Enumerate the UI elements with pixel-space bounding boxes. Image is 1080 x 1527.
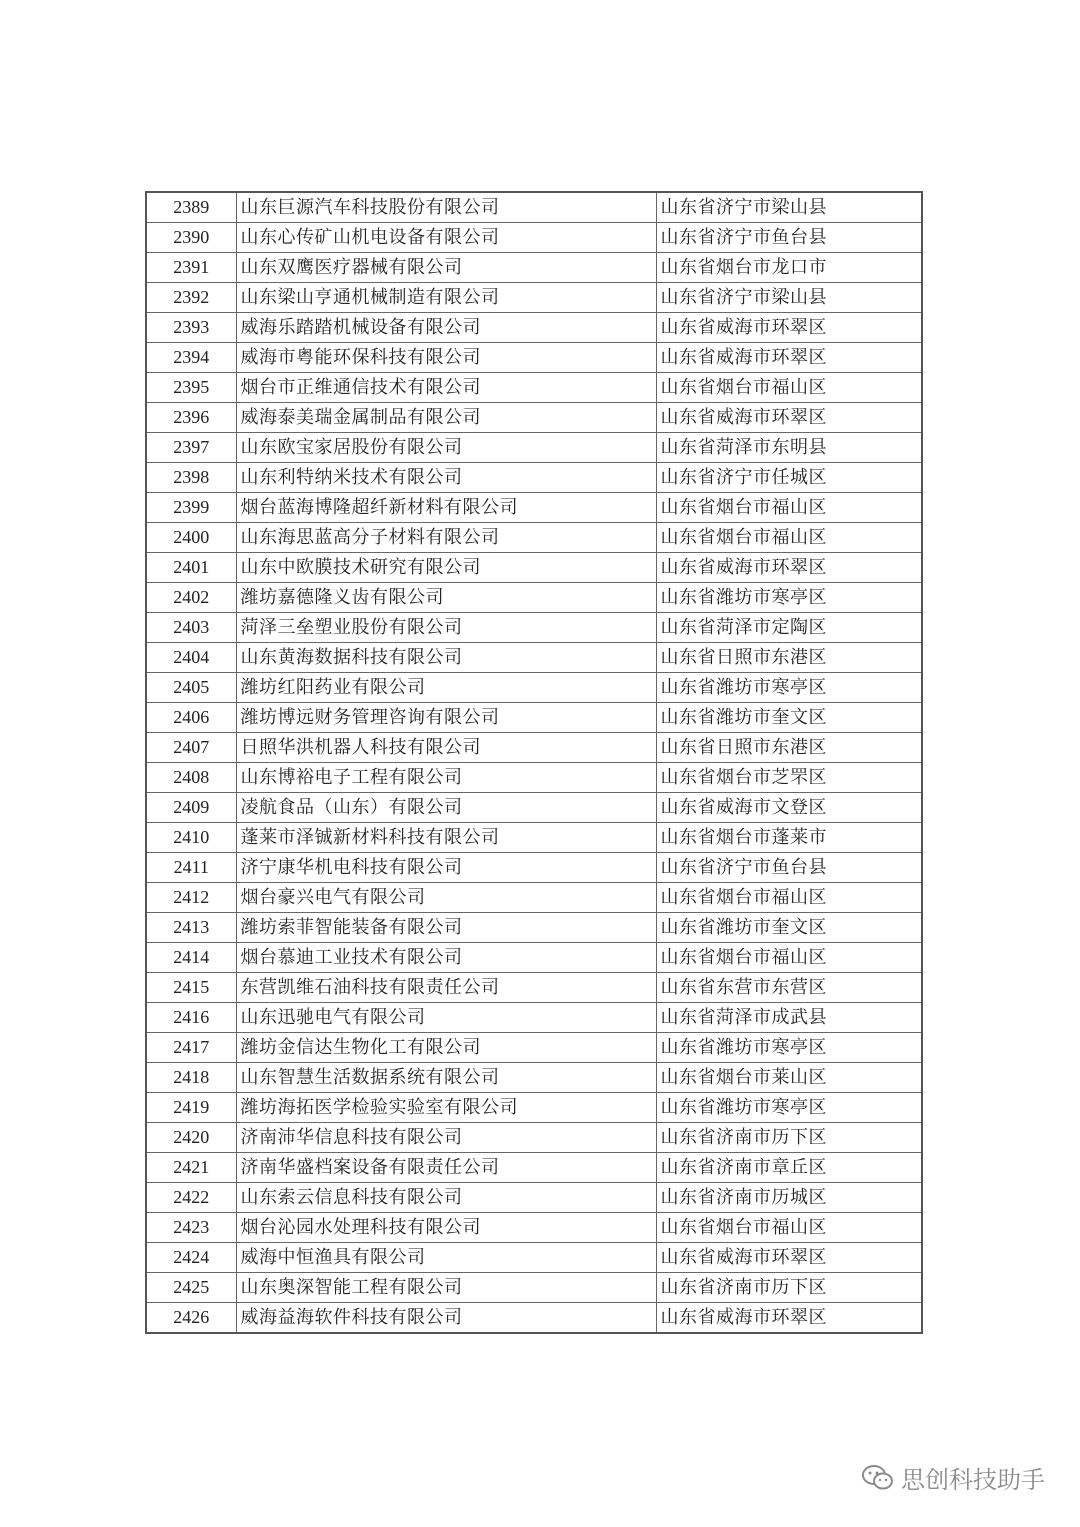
table-row — [146, 1273, 922, 1303]
row-number: 2409 — [146, 793, 236, 823]
company-name: 潍坊金信达生物化工有限公司 — [236, 1033, 656, 1063]
company-name: 烟台市正维通信技术有限公司 — [236, 373, 656, 403]
table-row — [146, 1033, 922, 1063]
company-location: 山东省烟台市福山区 — [656, 373, 922, 403]
company-location: 山东省潍坊市奎文区 — [656, 703, 922, 733]
table-row — [146, 1003, 922, 1033]
company-name: 山东奥深智能工程有限公司 — [236, 1273, 656, 1303]
company-name: 山东欧宝家居股份有限公司 — [236, 433, 656, 463]
watermark — [861, 1460, 1045, 1495]
company-location: 山东省烟台市芝罘区 — [656, 763, 922, 793]
table-row — [146, 1123, 922, 1153]
row-number: 2411 — [146, 853, 236, 883]
row-number: 2395 — [146, 373, 236, 403]
company-location: 山东省威海市环翠区 — [656, 403, 922, 433]
company-location: 山东省济南市历城区 — [656, 1183, 922, 1213]
company-location: 山东省潍坊市奎文区 — [656, 913, 922, 943]
company-location: 山东省潍坊市寒亭区 — [656, 1033, 922, 1063]
company-name: 威海乐踏踏机械设备有限公司 — [236, 313, 656, 343]
table-row — [146, 853, 922, 883]
table-row — [146, 643, 922, 673]
company-location: 山东省烟台市福山区 — [656, 883, 922, 913]
company-location: 山东省济南市历下区 — [656, 1123, 922, 1153]
company-location: 山东省威海市环翠区 — [656, 343, 922, 373]
row-number: 2413 — [146, 913, 236, 943]
company-location: 山东省威海市文登区 — [656, 793, 922, 823]
table-row — [146, 1303, 922, 1334]
company-location: 山东省济南市历下区 — [656, 1273, 922, 1303]
company-name: 山东梁山亨通机械制造有限公司 — [236, 283, 656, 313]
company-location: 山东省济宁市鱼台县 — [656, 223, 922, 253]
company-name: 山东利特纳米技术有限公司 — [236, 463, 656, 493]
watermark-text: 思创科技助手 — [901, 1466, 1045, 1494]
company-name: 山东迅驰电气有限公司 — [236, 1003, 656, 1033]
company-name: 山东博裕电子工程有限公司 — [236, 763, 656, 793]
company-name: 威海中恒渔具有限公司 — [236, 1243, 656, 1273]
company-location: 山东省潍坊市寒亭区 — [656, 583, 922, 613]
company-name: 威海泰美瑞金属制品有限公司 — [236, 403, 656, 433]
company-location: 山东省威海市环翠区 — [656, 553, 922, 583]
table-row — [146, 793, 922, 823]
row-number: 2419 — [146, 1093, 236, 1123]
row-number: 2402 — [146, 583, 236, 613]
row-number: 2412 — [146, 883, 236, 913]
table-row — [146, 553, 922, 583]
company-name: 烟台豪兴电气有限公司 — [236, 883, 656, 913]
company-location: 山东省济宁市任城区 — [656, 463, 922, 493]
company-location: 山东省烟台市福山区 — [656, 1213, 922, 1243]
table-row — [146, 493, 922, 523]
row-number: 2403 — [146, 613, 236, 643]
table-row — [146, 913, 922, 943]
company-name: 烟台沁园水处理科技有限公司 — [236, 1213, 656, 1243]
row-number: 2396 — [146, 403, 236, 433]
company-name: 山东索云信息科技有限公司 — [236, 1183, 656, 1213]
company-location: 山东省日照市东港区 — [656, 733, 922, 763]
row-number: 2394 — [146, 343, 236, 373]
row-number: 2410 — [146, 823, 236, 853]
company-name: 济宁康华机电科技有限公司 — [236, 853, 656, 883]
company-location: 山东省济宁市梁山县 — [656, 192, 922, 223]
company-location: 山东省济宁市梁山县 — [656, 283, 922, 313]
company-location: 山东省潍坊市寒亭区 — [656, 1093, 922, 1123]
row-number: 2424 — [146, 1243, 236, 1273]
row-number: 2397 — [146, 433, 236, 463]
table-row — [146, 343, 922, 373]
company-name: 蓬莱市泽铖新材料科技有限公司 — [236, 823, 656, 853]
company-location: 山东省东营市东营区 — [656, 973, 922, 1003]
table-row — [146, 1183, 922, 1213]
company-location: 山东省潍坊市寒亭区 — [656, 673, 922, 703]
row-number: 2426 — [146, 1303, 236, 1334]
company-location: 山东省烟台市蓬莱市 — [656, 823, 922, 853]
table-row — [146, 703, 922, 733]
company-name: 潍坊嘉德隆义齿有限公司 — [236, 583, 656, 613]
company-name: 山东海思蓝高分子材料有限公司 — [236, 523, 656, 553]
row-number: 2423 — [146, 1213, 236, 1243]
row-number: 2406 — [146, 703, 236, 733]
company-location: 山东省威海市环翠区 — [656, 1243, 922, 1273]
company-name: 潍坊红阳药业有限公司 — [236, 673, 656, 703]
table-row — [146, 583, 922, 613]
company-table — [145, 191, 923, 1334]
company-name: 烟台蓝海博隆超纤新材料有限公司 — [236, 493, 656, 523]
company-name: 济南沛华信息科技有限公司 — [236, 1123, 656, 1153]
wechat-icon — [861, 1463, 895, 1493]
row-number: 2405 — [146, 673, 236, 703]
company-location: 山东省菏泽市定陶区 — [656, 613, 922, 643]
table-row — [146, 943, 922, 973]
row-number: 2398 — [146, 463, 236, 493]
company-name: 威海益海软件科技有限公司 — [236, 1303, 656, 1334]
table-row — [146, 192, 922, 223]
company-name: 山东中欧膜技术研究有限公司 — [236, 553, 656, 583]
company-location: 山东省济南市章丘区 — [656, 1153, 922, 1183]
company-name: 凌航食品（山东）有限公司 — [236, 793, 656, 823]
company-name: 山东黄海数据科技有限公司 — [236, 643, 656, 673]
company-name: 菏泽三垒塑业股份有限公司 — [236, 613, 656, 643]
row-number: 2391 — [146, 253, 236, 283]
row-number: 2416 — [146, 1003, 236, 1033]
row-number: 2393 — [146, 313, 236, 343]
table-body — [146, 192, 922, 1333]
table-row — [146, 883, 922, 913]
table-row — [146, 973, 922, 1003]
company-name: 日照华洪机器人科技有限公司 — [236, 733, 656, 763]
company-location: 山东省日照市东港区 — [656, 643, 922, 673]
table-row — [146, 523, 922, 553]
row-number: 2414 — [146, 943, 236, 973]
row-number: 2407 — [146, 733, 236, 763]
row-number: 2389 — [146, 192, 236, 223]
row-number: 2425 — [146, 1273, 236, 1303]
company-name: 潍坊博远财务管理咨询有限公司 — [236, 703, 656, 733]
table-row — [146, 1063, 922, 1093]
table-row — [146, 763, 922, 793]
row-number: 2415 — [146, 973, 236, 1003]
table-row — [146, 463, 922, 493]
row-number: 2418 — [146, 1063, 236, 1093]
table-row — [146, 733, 922, 763]
table-row — [146, 373, 922, 403]
company-name: 潍坊海拓医学检验实验室有限公司 — [236, 1093, 656, 1123]
table-row — [146, 823, 922, 853]
company-location: 山东省烟台市龙口市 — [656, 253, 922, 283]
table-row — [146, 613, 922, 643]
table-row — [146, 1093, 922, 1123]
table-row — [146, 403, 922, 433]
row-number: 2417 — [146, 1033, 236, 1063]
row-number: 2390 — [146, 223, 236, 253]
company-location: 山东省菏泽市成武县 — [656, 1003, 922, 1033]
company-name: 山东心传矿山机电设备有限公司 — [236, 223, 656, 253]
company-location: 山东省威海市环翠区 — [656, 1303, 922, 1334]
company-location: 山东省济宁市鱼台县 — [656, 853, 922, 883]
company-name: 山东双鹰医疗器械有限公司 — [236, 253, 656, 283]
table-row — [146, 1153, 922, 1183]
table-row — [146, 433, 922, 463]
row-number: 2401 — [146, 553, 236, 583]
row-number: 2420 — [146, 1123, 236, 1153]
table-row — [146, 313, 922, 343]
table-row — [146, 223, 922, 253]
company-name: 山东巨源汽车科技股份有限公司 — [236, 192, 656, 223]
company-name: 烟台慕迪工业技术有限公司 — [236, 943, 656, 973]
company-name: 东营凯维石油科技有限责任公司 — [236, 973, 656, 1003]
company-location: 山东省烟台市莱山区 — [656, 1063, 922, 1093]
table-row — [146, 253, 922, 283]
company-location: 山东省烟台市福山区 — [656, 523, 922, 553]
row-number: 2399 — [146, 493, 236, 523]
company-location: 山东省菏泽市东明县 — [656, 433, 922, 463]
table-row — [146, 283, 922, 313]
table-row — [146, 1213, 922, 1243]
company-name: 潍坊索菲智能装备有限公司 — [236, 913, 656, 943]
table-row — [146, 673, 922, 703]
company-location: 山东省威海市环翠区 — [656, 313, 922, 343]
row-number: 2422 — [146, 1183, 236, 1213]
row-number: 2392 — [146, 283, 236, 313]
row-number: 2404 — [146, 643, 236, 673]
company-name: 济南华盛档案设备有限责任公司 — [236, 1153, 656, 1183]
table-row — [146, 1243, 922, 1273]
company-name: 山东智慧生活数据系统有限公司 — [236, 1063, 656, 1093]
row-number: 2421 — [146, 1153, 236, 1183]
company-location: 山东省烟台市福山区 — [656, 493, 922, 523]
company-location: 山东省烟台市福山区 — [656, 943, 922, 973]
row-number: 2400 — [146, 523, 236, 553]
company-name: 威海市粤能环保科技有限公司 — [236, 343, 656, 373]
row-number: 2408 — [146, 763, 236, 793]
